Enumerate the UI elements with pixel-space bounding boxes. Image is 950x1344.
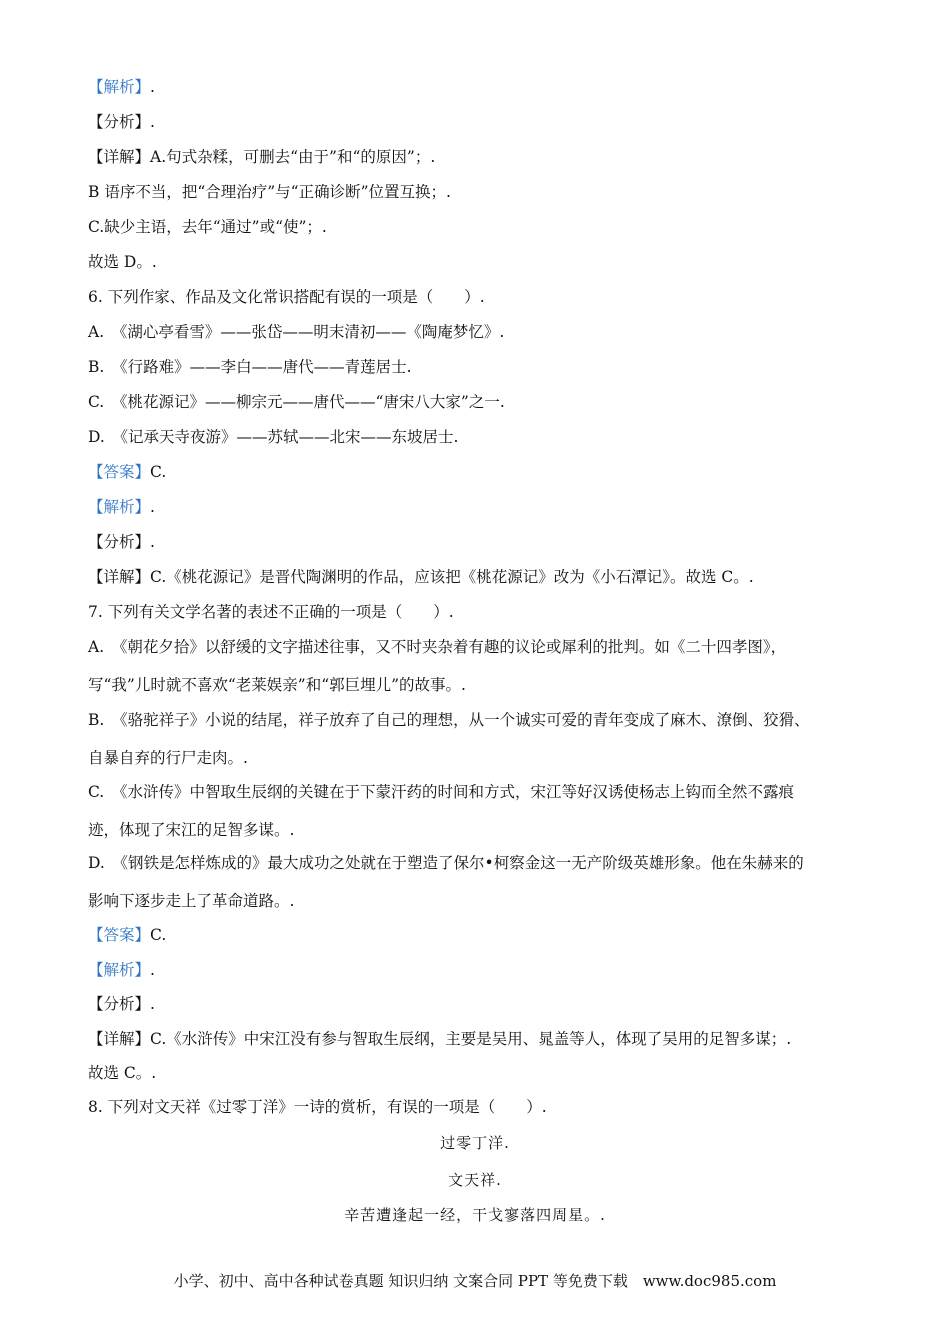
option-a-cont: 写“我”儿时就不喜欢“老莱娱亲”和“郭巨埋儿”的故事。. <box>88 676 466 694</box>
analysis-label-line: 【解析】. <box>88 961 155 979</box>
option-c: C. 《桃花源记》——柳宗元——唐代——“唐宋八大家”之一. <box>88 393 505 411</box>
tag-jiexi: 【解析】 <box>88 961 151 979</box>
option-b: B. 《骆驼祥子》小说的结尾，祥子放弃了自己的理想，从一个诚实可爱的青年变成了麻木、潦倒、狡猾、 <box>88 711 810 729</box>
text-line: B 语序不当，把“合理治疗”与“正确诊断”位置互换；. <box>88 183 451 201</box>
tag-xiangjie: 【详解】 <box>88 568 151 586</box>
poem-author: 文天祥. <box>448 1171 502 1189</box>
detail-line: 【详解】A.句式杂糅，可删去“由于”和“的原因”；. <box>88 148 436 166</box>
option-c: C. 《水浒传》中智取生辰纲的关键在于下蒙汗药的时间和方式，宋江等好汉诱使杨志上钩而全然不露痕 <box>88 783 794 801</box>
tag-daan: 【答案】 <box>88 463 151 481</box>
page-footer: 小学、初中、高中各种试卷真题 知识归纳 文案合同 PPT 等免费下载 www.doc985.com <box>173 1272 777 1290</box>
detail-line: 【详解】C.《桃花源记》是晋代陶渊明的作品，应该把《桃花源记》改为《小石潭记》。故选 C。. <box>88 568 754 586</box>
answer-line: 【答案】C. <box>88 926 167 944</box>
fenxi-line: 【分析】. <box>88 113 155 131</box>
detail-line: 【详解】C.《水浒传》中宋江没有参与智取生辰纲，主要是吴用、晁盖等人，体现了吴用的足智多谋；. <box>88 1030 792 1048</box>
tag-fenxi: 【分析】 <box>88 533 151 551</box>
poem-line: 辛苦遭逢起一经，干戈寥落四周星。. <box>344 1206 606 1224</box>
poem-title: 过零丁洋. <box>440 1134 510 1152</box>
tag-xiangjie: 【详解】 <box>88 1030 151 1048</box>
option-d: D. 《钢铁是怎样炼成的》最大成功之处就在于塑造了保尔•柯察金这一无产阶级英雄形象。他在朱赫来的 <box>88 854 804 872</box>
option-b-cont: 自暴自弃的行尸走肉。. <box>88 749 248 767</box>
option-b: B. 《行路难》——李白——唐代——青莲居士. <box>88 358 412 376</box>
option-d: D. 《记承天寺夜游》——苏轼——北宋——东坡居士. <box>88 428 459 446</box>
tag-daan: 【答案】 <box>88 926 151 944</box>
fenxi-line: 【分析】. <box>88 533 155 551</box>
text-line: 故选 D。. <box>88 253 157 271</box>
option-c-cont: 迹，体现了宋江的足智多谋。. <box>88 821 295 839</box>
question-7-stem: 7. 下列有关文学名著的表述不正确的一项是（ ）. <box>88 603 454 621</box>
question-6-stem: 6. 下列作家、作品及文化常识搭配有误的一项是（ ）. <box>88 288 485 306</box>
option-a: A. 《湖心亭看雪》——张岱——明末清初——《陶庵梦忆》. <box>88 323 505 341</box>
question-8-stem: 8. 下列对文天祥《过零丁洋》一诗的赏析，有误的一项是（ ）. <box>88 1098 547 1116</box>
tag-jiexi: 【解析】 <box>88 78 151 96</box>
answer-line: 【答案】C. <box>88 463 167 481</box>
analysis-label-line: 【解析】. <box>88 78 155 96</box>
tag-fenxi: 【分析】 <box>88 995 151 1013</box>
option-a: A. 《朝花夕拾》以舒缓的文字描述往事，又不时夹杂着有趣的议论或犀利的批判。如《二十四孝图》， <box>88 638 787 656</box>
text-line: C.缺少主语，去年“通过”或“使”；. <box>88 218 327 236</box>
text-line: 故选 C。. <box>88 1064 157 1082</box>
fenxi-line: 【分析】. <box>88 995 155 1013</box>
tag-jiexi: 【解析】 <box>88 498 151 516</box>
tag-xiangjie: 【详解】 <box>88 148 151 166</box>
analysis-label-line: 【解析】. <box>88 498 155 516</box>
tag-fenxi: 【分析】 <box>88 113 151 131</box>
option-d-cont: 影响下逐步走上了革命道路。. <box>88 892 295 910</box>
